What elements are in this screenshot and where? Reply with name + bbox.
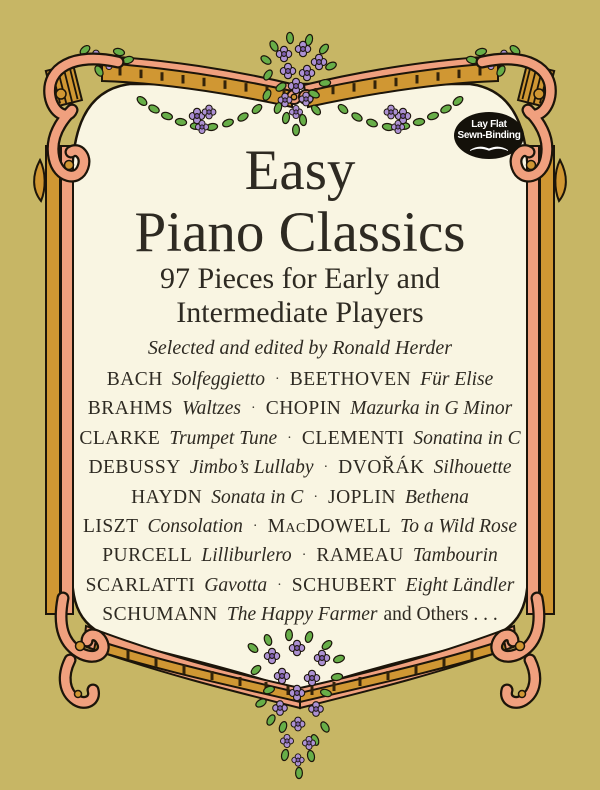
piece-title: Für Elise [420, 369, 494, 390]
composer-name: DEBUSSY [88, 457, 181, 479]
separator-dot: · [301, 548, 307, 564]
piece-title: Jimbo’s Lullaby [189, 457, 314, 479]
composer-name: HAYDN [131, 486, 203, 508]
composer-name: BEETHOVEN [289, 369, 412, 390]
separator-dot: · [251, 401, 256, 417]
composer-line [30, 541, 570, 570]
separator-dot: · [275, 372, 280, 387]
composer-name: SCHUBERT [291, 574, 397, 596]
composer-name: PURCELL [102, 545, 193, 567]
composer-line [30, 424, 570, 453]
composer-name: MacDOWELL [267, 515, 392, 537]
composer-line [30, 453, 570, 482]
badge-line-1: Lay Flat [471, 119, 507, 130]
piece-title: Tambourin [412, 545, 498, 567]
piece-title: Solfeggietto [171, 369, 266, 390]
piece-title: The Happy Farmer [226, 604, 378, 626]
piece-title: Consolation [147, 515, 243, 537]
composer-name: CHOPIN [265, 398, 342, 420]
piece-title: Waltzes [182, 398, 242, 420]
composer-line [30, 483, 570, 512]
composer-line [30, 571, 570, 600]
composer-name: JOPLIN [327, 486, 396, 508]
piece-title: Gavotta [204, 574, 268, 596]
separator-dot: · [313, 489, 318, 505]
piece-title: Mazurka in G Minor [350, 398, 513, 420]
piece-title: Bethena [405, 486, 469, 508]
piece-title: To a Wild Rose [400, 515, 518, 537]
composer-line [30, 394, 570, 423]
subtitle-line-1: 97 Pieces for Early and [160, 262, 440, 295]
list-suffix: and Others . . . [383, 604, 498, 626]
composer-name: DVOŘÁK [338, 457, 425, 479]
separator-dot: · [287, 430, 292, 446]
separator-dot: · [323, 460, 329, 476]
composer-name: SCHUMANN [102, 604, 218, 626]
piece-title: Lilliburlero [201, 545, 292, 567]
piece-title: Sonatina in C [413, 427, 521, 449]
piece-title: Trumpet Tune [169, 427, 278, 449]
composer-name: CLARKE [79, 427, 161, 449]
composer-line [30, 600, 570, 629]
composer-name: SCARLATTI [85, 574, 196, 596]
composer-list [30, 365, 570, 630]
separator-dot: · [252, 518, 258, 534]
composer-name: BRAHMS [87, 398, 174, 420]
composer-line [30, 365, 570, 394]
piece-title: Eight Ländler [405, 574, 515, 596]
composer-name: CLEMENTI [301, 427, 405, 449]
title-line-1: Easy [244, 139, 356, 202]
editor-credit: Selected and edited by Ronald Herder [147, 337, 453, 359]
composer-line [30, 512, 570, 541]
badge-line-2: Sewn-Binding [457, 129, 521, 141]
title-line-2: Piano Classics [134, 201, 466, 264]
composer-name: RAMEAU [316, 545, 404, 567]
piece-title: Sonata in C [211, 486, 304, 508]
separator-dot: · [277, 577, 282, 593]
composer-name: BACH [106, 369, 163, 390]
composer-name: LISZT [82, 515, 139, 537]
piece-title: Silhouette [433, 457, 512, 479]
subtitle-line-2: Intermediate Players [176, 296, 424, 329]
